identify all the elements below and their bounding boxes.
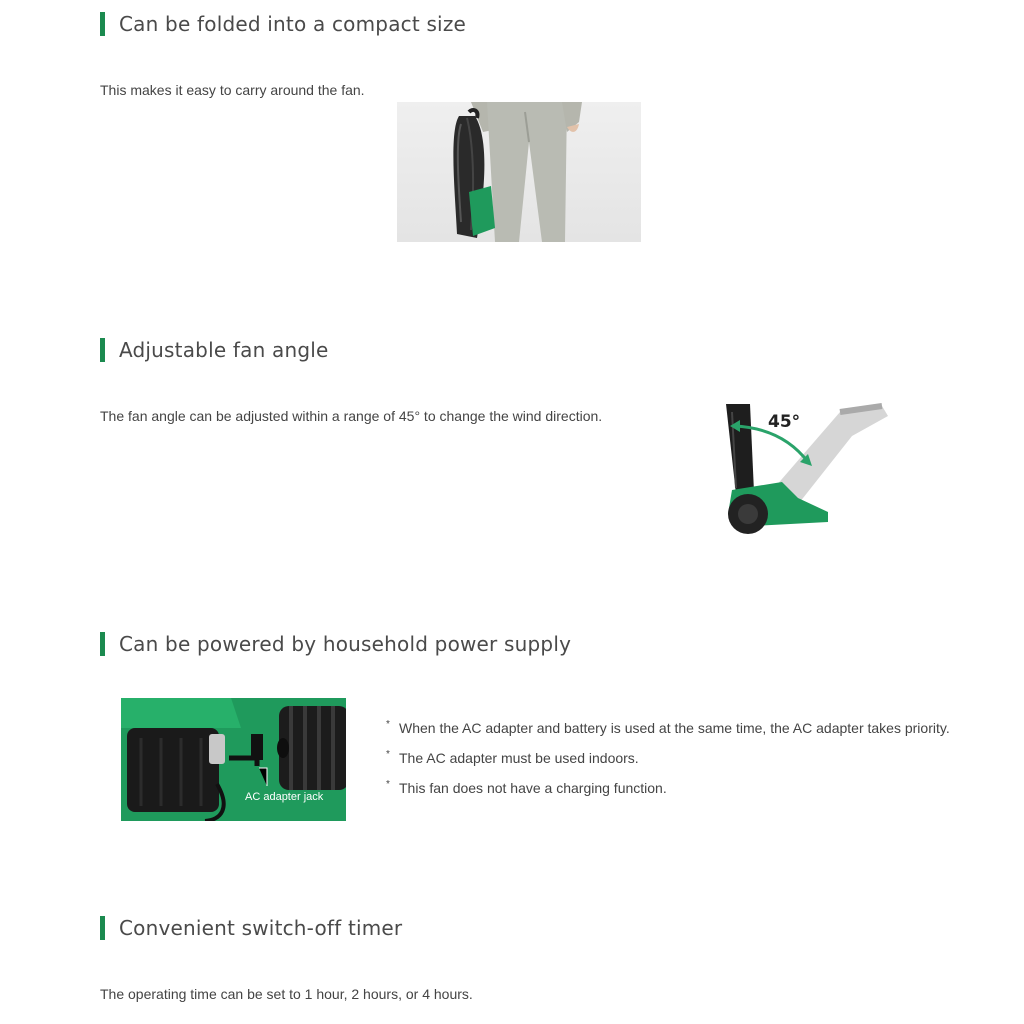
folded-fan-photo xyxy=(397,102,641,242)
heading-accent-bar xyxy=(100,916,105,940)
note-text: When the AC adapter and battery is used at the same time, the AC adapter takes priority. xyxy=(399,720,950,736)
list-item xyxy=(386,746,950,776)
section-description: The fan angle can be adjusted within a range of 45° to change the wind direction. xyxy=(100,408,603,424)
ac-adapter-jack-photo xyxy=(121,698,346,821)
heading-accent-bar xyxy=(100,632,105,656)
section-description: This makes it easy to carry around the fan. xyxy=(100,82,365,98)
section-heading-angle xyxy=(100,338,329,362)
note-marker: * xyxy=(386,719,390,730)
list-item xyxy=(386,716,950,746)
ac-adapter-jack-label: AC adapter jack xyxy=(245,791,324,803)
section-description: The operating time can be set to 1 hour, 2 hours, or 4 hours. xyxy=(100,986,473,1002)
section-heading-compact xyxy=(100,12,466,36)
note-marker: * xyxy=(386,779,390,790)
section-title: Adjustable fan angle xyxy=(119,338,329,362)
heading-accent-bar xyxy=(100,338,105,362)
section-title: Can be folded into a compact size xyxy=(119,12,467,36)
note-text: This fan does not have a charging function. xyxy=(399,780,667,796)
power-notes-list xyxy=(386,716,950,806)
section-heading-timer xyxy=(100,916,402,940)
angle-label: 45° xyxy=(768,412,801,432)
note-text: The AC adapter must be used indoors. xyxy=(399,750,639,766)
fan-angle-diagram xyxy=(722,402,890,538)
note-marker: * xyxy=(386,749,390,760)
section-heading-power xyxy=(100,632,571,656)
heading-accent-bar xyxy=(100,12,105,36)
section-title: Can be powered by household power supply xyxy=(119,632,572,656)
section-title: Convenient switch-off timer xyxy=(119,916,403,940)
list-item xyxy=(386,776,950,806)
